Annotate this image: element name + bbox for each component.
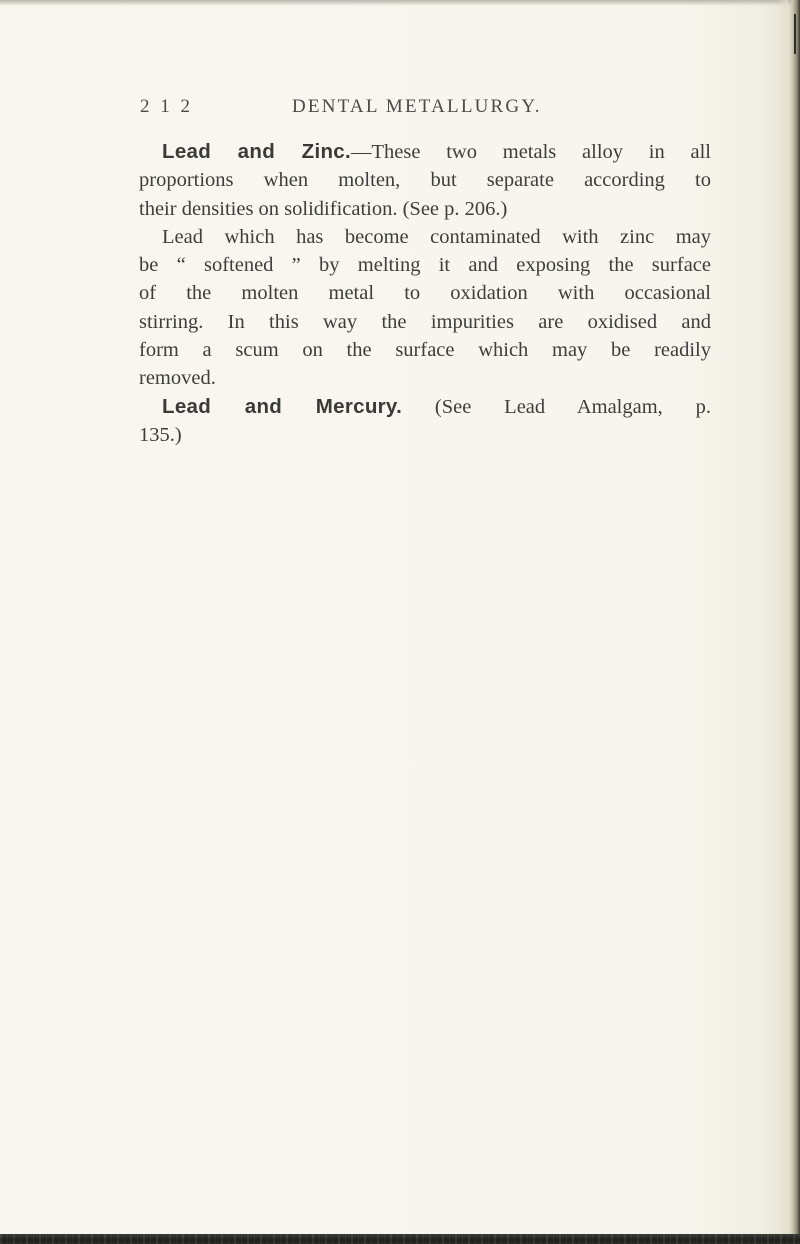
text-line: removed. — [139, 367, 216, 390]
text-line: of the molten metal to oxidation with occasional — [139, 282, 711, 305]
text-line: be “ softened ” by melting it and exposing the surface — [139, 254, 711, 277]
entry-heading: Lead and Mercury. — [162, 394, 403, 418]
text-run: (See Lead Amalgam, p. — [402, 395, 711, 418]
text-line: 135.) — [139, 423, 182, 446]
body-text — [139, 138, 711, 449]
entry-heading: Lead and Zinc. — [162, 140, 352, 163]
running-title: DENTAL METALLURGY. — [292, 96, 542, 117]
top-edge-shadow — [0, 0, 800, 6]
text-line — [139, 393, 711, 421]
text-line: form a scum on the surface which may be readily — [139, 339, 711, 362]
text-run: —These two metals alloy in all — [351, 141, 711, 163]
text-line: Lead which has become contaminated with zinc may — [162, 225, 711, 248]
text-line: their densities on solidification. (See p. 206.) — [139, 197, 508, 220]
text-line: proportions when molten, but separate according to — [139, 169, 711, 192]
edge-mark — [794, 14, 796, 54]
entry-lead-and-mercury — [139, 393, 711, 450]
page-bottom-texture — [0, 1234, 800, 1244]
running-head — [140, 96, 720, 120]
entry-softening — [139, 223, 711, 393]
entry-lead-and-zinc — [139, 138, 711, 223]
text-line — [139, 138, 711, 166]
gutter-shade — [778, 0, 788, 1244]
text-line: stirring. In this way the impurities are oxidised and — [139, 310, 711, 333]
page-right-edge — [788, 0, 800, 1244]
page-number: 2 1 2 — [140, 96, 193, 117]
